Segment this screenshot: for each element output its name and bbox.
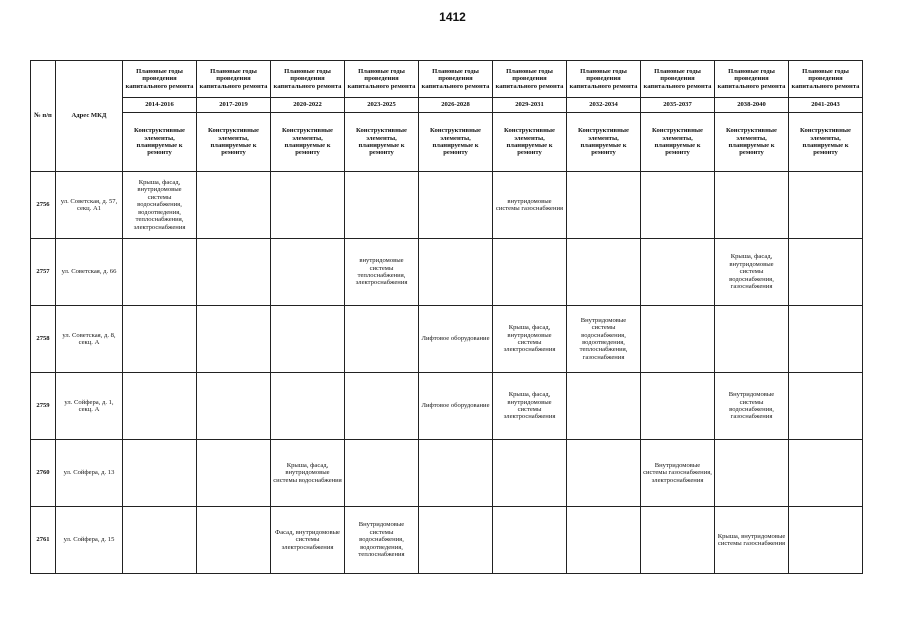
repair-cell: [641, 306, 715, 373]
row-address: ул. Сойфера, д. 13: [56, 440, 123, 507]
period-range: 2038-2040: [715, 98, 789, 113]
repair-cell: [789, 306, 863, 373]
repair-cell: Лифтовое оборудование: [419, 306, 493, 373]
page-number: 1412: [439, 10, 466, 24]
repair-cell: [197, 373, 271, 440]
repair-cell: Крыша, внутридомовые системы газоснабжения: [715, 507, 789, 574]
repair-cell: [197, 507, 271, 574]
repair-cell: [789, 507, 863, 574]
repair-cell: [419, 239, 493, 306]
table-row: [31, 440, 863, 507]
period-elements-header: Конструктивные элементы, планируемые к ремонту: [493, 113, 567, 172]
repair-cell: [345, 306, 419, 373]
period-title: Плановые годы проведения капитального ремонта: [493, 61, 567, 98]
period-elements-header: Конструктивные элементы, планируемые к ремонту: [419, 113, 493, 172]
period-title: Плановые годы проведения капитального ремонта: [789, 61, 863, 98]
repair-cell: [197, 306, 271, 373]
repair-cell: [641, 172, 715, 239]
repair-cell: [789, 373, 863, 440]
row-number: 2759: [31, 373, 56, 440]
repair-cell: [197, 440, 271, 507]
period-title: Плановые годы проведения капитального ремонта: [419, 61, 493, 98]
repair-cell: [493, 440, 567, 507]
repair-cell: [419, 172, 493, 239]
period-range: 2026-2028: [419, 98, 493, 113]
row-number: 2757: [31, 239, 56, 306]
row-address: ул. Советская, д. 66: [56, 239, 123, 306]
repair-cell: [641, 507, 715, 574]
repair-cell: [567, 507, 641, 574]
period-title: Плановые годы проведения капитального ремонта: [715, 61, 789, 98]
header-num: № п/п: [31, 61, 56, 172]
period-range: 2017-2019: [197, 98, 271, 113]
table-row: [31, 373, 863, 440]
repair-cell: [641, 373, 715, 440]
period-range: 2020-2022: [271, 98, 345, 113]
row-address: ул. Сойфера, д. 1, секц. А: [56, 373, 123, 440]
period-elements-header: Конструктивные элементы, планируемые к ремонту: [789, 113, 863, 172]
period-title: Плановые годы проведения капитального ремонта: [567, 61, 641, 98]
period-elements-header: Конструктивные элементы, планируемые к ремонту: [271, 113, 345, 172]
repair-cell: [789, 172, 863, 239]
repair-cell: [123, 306, 197, 373]
repair-cell: внутридомовые системы газоснабжения: [493, 172, 567, 239]
row-address: ул. Советская, д. 8, секц. А: [56, 306, 123, 373]
repair-cell: [493, 507, 567, 574]
row-number: 2760: [31, 440, 56, 507]
repair-cell: [123, 239, 197, 306]
row-number: 2756: [31, 172, 56, 239]
repair-cell: [715, 440, 789, 507]
period-range: 2023-2025: [345, 98, 419, 113]
table-row: [31, 172, 863, 239]
table-row: [31, 306, 863, 373]
repair-cell: Крыша, фасад, внутридомовые системы электроснабжения: [493, 373, 567, 440]
repair-cell: [123, 507, 197, 574]
row-number: 2761: [31, 507, 56, 574]
repair-cell: Внутридомовые системы водоснабжения, водоотведения, теплоснабжения, газоснабжения: [567, 306, 641, 373]
repair-cell: [197, 239, 271, 306]
repair-cell: [345, 172, 419, 239]
repair-cell: [567, 172, 641, 239]
period-elements-header: Конструктивные элементы, планируемые к ремонту: [345, 113, 419, 172]
repair-cell: [641, 239, 715, 306]
repair-cell: [345, 440, 419, 507]
repair-cell: [271, 239, 345, 306]
row-address: ул. Советская, д. 57, секц. А1: [56, 172, 123, 239]
repair-cell: [271, 306, 345, 373]
repair-cell: [567, 440, 641, 507]
repair-cell: Крыша, фасад, внутридомовые системы электроснабжения: [493, 306, 567, 373]
period-title: Плановые годы проведения капитального ремонта: [345, 61, 419, 98]
row-address: ул. Сойфера, д. 15: [56, 507, 123, 574]
repair-cell: Крыша, фасад, внутридомовые системы водоснабжения, водоотведения, теплоснабжения, электроснабжения: [123, 172, 197, 239]
repair-cell: Внутридомовые системы водоснабжения, газоснабжения: [715, 373, 789, 440]
period-title: Плановые годы проведения капитального ремонта: [641, 61, 715, 98]
table-row: [31, 239, 863, 306]
table-row: [31, 507, 863, 574]
repair-cell: Внутридомовые системы газоснабжения, электроснабжения: [641, 440, 715, 507]
repair-cell: [271, 172, 345, 239]
period-range: 2014-2016: [123, 98, 197, 113]
repair-cell: Крыша, фасад, внутридомовые системы водоснабжения, газоснабжения: [715, 239, 789, 306]
repair-cell: [197, 172, 271, 239]
repair-cell: [715, 306, 789, 373]
repair-cell: внутридомовые системы теплоснабжения, электроснабжения: [345, 239, 419, 306]
repair-cell: Фасад, внутридомовые системы электроснабжения: [271, 507, 345, 574]
period-range: 2032-2034: [567, 98, 641, 113]
repair-cell: [715, 172, 789, 239]
period-title: Плановые годы проведения капитального ремонта: [123, 61, 197, 98]
period-title: Плановые годы проведения капитального ремонта: [271, 61, 345, 98]
repair-cell: [789, 440, 863, 507]
repair-cell: [789, 239, 863, 306]
repair-cell: [123, 373, 197, 440]
repair-cell: Внутридомовые системы водоснабжения, водоотведения, теплоснабжения: [345, 507, 419, 574]
period-range: 2029-2031: [493, 98, 567, 113]
repair-cell: [419, 440, 493, 507]
repair-cell: [345, 373, 419, 440]
period-range: 2041-2043: [789, 98, 863, 113]
repair-cell: [567, 239, 641, 306]
period-elements-header: Конструктивные элементы, планируемые к ремонту: [641, 113, 715, 172]
repair-schedule-table: [30, 60, 863, 574]
repair-cell: Лифтовое оборудование: [419, 373, 493, 440]
repair-cell: [123, 440, 197, 507]
period-title: Плановые годы проведения капитального ремонта: [197, 61, 271, 98]
repair-cell: [567, 373, 641, 440]
repair-cell: [271, 373, 345, 440]
row-number: 2758: [31, 306, 56, 373]
repair-cell: Крыша, фасад, внутридомовые системы водоснабжения: [271, 440, 345, 507]
period-elements-header: Конструктивные элементы, планируемые к ремонту: [715, 113, 789, 172]
period-elements-header: Конструктивные элементы, планируемые к ремонту: [567, 113, 641, 172]
period-elements-header: Конструктивные элементы, планируемые к ремонту: [197, 113, 271, 172]
header-address: Адрес МКД: [56, 61, 123, 172]
repair-cell: [419, 507, 493, 574]
period-range: 2035-2037: [641, 98, 715, 113]
repair-cell: [493, 239, 567, 306]
period-elements-header: Конструктивные элементы, планируемые к ремонту: [123, 113, 197, 172]
